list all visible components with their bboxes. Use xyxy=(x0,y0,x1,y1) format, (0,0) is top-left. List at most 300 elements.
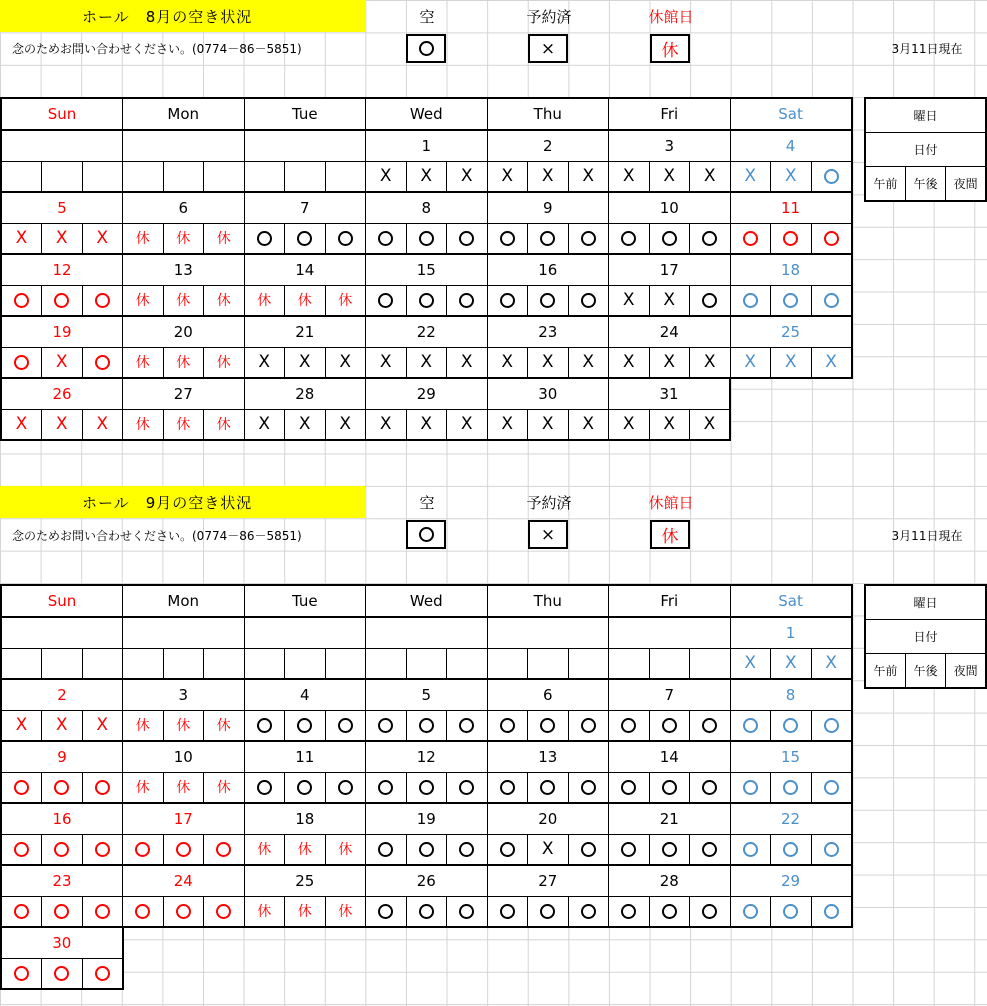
slot-available[interactable] xyxy=(730,834,771,865)
slot-closed: 休 xyxy=(163,772,204,803)
slot-available[interactable] xyxy=(528,285,569,316)
slot-reserved[interactable]: X xyxy=(730,648,771,679)
date-cell[interactable]: 4 xyxy=(730,130,852,161)
slot-available[interactable] xyxy=(811,710,852,741)
slot-available[interactable] xyxy=(123,834,164,865)
date-cell[interactable]: 19 xyxy=(1,316,123,347)
slot-reserved[interactable]: X xyxy=(42,710,83,741)
date-cell[interactable]: 8 xyxy=(730,679,852,710)
slot-available[interactable] xyxy=(528,223,569,254)
slot-reserved[interactable]: X xyxy=(730,347,771,378)
date-cell[interactable]: 28 xyxy=(244,378,366,409)
date-cell[interactable]: 5 xyxy=(1,192,123,223)
slot-reserved[interactable]: X xyxy=(42,409,83,440)
available-icon xyxy=(176,842,191,857)
slot-reserved[interactable]: X xyxy=(690,161,731,192)
slot-available[interactable] xyxy=(123,896,164,927)
date-cell[interactable]: 7 xyxy=(609,679,731,710)
slot-available[interactable] xyxy=(447,896,488,927)
date-cell[interactable]: 15 xyxy=(730,741,852,772)
slot-available[interactable] xyxy=(730,285,771,316)
available-icon xyxy=(581,904,596,919)
slot-reserved[interactable]: X xyxy=(528,347,569,378)
date-cell[interactable]: 20 xyxy=(487,803,609,834)
blank-date-cell xyxy=(609,617,731,648)
slot-reserved[interactable]: X xyxy=(730,161,771,192)
available-icon xyxy=(824,718,839,733)
slot-available[interactable] xyxy=(285,223,326,254)
slot-available[interactable] xyxy=(730,772,771,803)
slot-available[interactable] xyxy=(811,772,852,803)
slot-available[interactable] xyxy=(811,896,852,927)
blank-slot-cell xyxy=(244,648,285,679)
slot-available[interactable] xyxy=(447,710,488,741)
available-icon xyxy=(662,718,677,733)
legend-available-symbol xyxy=(406,34,446,63)
slot-closed: 休 xyxy=(325,285,366,316)
available-icon xyxy=(54,904,69,919)
slot-available[interactable] xyxy=(325,710,366,741)
slot-available[interactable] xyxy=(690,834,731,865)
blank-date-cell xyxy=(123,617,245,648)
slot-available[interactable] xyxy=(690,710,731,741)
date-cell[interactable]: 31 xyxy=(609,378,731,409)
slot-available[interactable] xyxy=(42,285,83,316)
slot-available[interactable] xyxy=(1,896,42,927)
slot-available[interactable] xyxy=(285,772,326,803)
slot-closed: 休 xyxy=(163,409,204,440)
blank-date-cell xyxy=(244,617,366,648)
slot-available[interactable] xyxy=(690,223,731,254)
slot-reserved[interactable]: X xyxy=(447,347,488,378)
slot-reserved[interactable]: X xyxy=(528,834,569,865)
date-cell[interactable]: 17 xyxy=(123,803,245,834)
slot-reserved[interactable]: X xyxy=(366,409,407,440)
slot-reserved[interactable]: X xyxy=(447,409,488,440)
slot-reserved[interactable]: X xyxy=(285,347,326,378)
slot-available[interactable] xyxy=(406,896,447,927)
date-cell[interactable]: 10 xyxy=(123,741,245,772)
slot-closed: 休 xyxy=(285,834,326,865)
slot-reserved[interactable]: X xyxy=(609,161,650,192)
as-of-date: 3月11日現在 xyxy=(891,528,963,543)
date-cell[interactable]: 17 xyxy=(609,254,731,285)
slot-available[interactable] xyxy=(771,710,812,741)
slot-closed: 休 xyxy=(204,347,245,378)
slot-reserved[interactable]: X xyxy=(568,161,609,192)
slot-closed: 休 xyxy=(204,710,245,741)
slot-reserved[interactable]: X xyxy=(406,161,447,192)
slot-reserved[interactable]: X xyxy=(487,347,528,378)
blank-slot-cell xyxy=(1,648,42,679)
slot-available[interactable] xyxy=(366,223,407,254)
slot-available[interactable] xyxy=(811,161,852,192)
available-icon xyxy=(621,904,636,919)
slot-available[interactable] xyxy=(609,896,650,927)
date-cell[interactable]: 6 xyxy=(123,192,245,223)
slot-reserved[interactable]: X xyxy=(325,409,366,440)
slot-reserved[interactable]: X xyxy=(366,161,407,192)
slot-reserved[interactable]: X xyxy=(366,347,407,378)
slot-reserved[interactable]: X xyxy=(487,161,528,192)
slot-available[interactable] xyxy=(487,710,528,741)
slot-available[interactable] xyxy=(568,834,609,865)
slot-reserved[interactable]: X xyxy=(285,409,326,440)
empty-cell xyxy=(285,958,326,989)
slot-available[interactable] xyxy=(649,896,690,927)
date-cell[interactable]: 3 xyxy=(609,130,731,161)
available-icon xyxy=(500,231,515,246)
date-cell[interactable]: 25 xyxy=(244,865,366,896)
date-cell[interactable]: 11 xyxy=(244,741,366,772)
slot-reserved[interactable]: X xyxy=(771,347,812,378)
available-icon xyxy=(338,231,353,246)
blank-slot-cell xyxy=(123,161,164,192)
date-cell[interactable]: 9 xyxy=(487,192,609,223)
date-cell[interactable]: 27 xyxy=(123,378,245,409)
slot-available[interactable] xyxy=(1,958,42,989)
weekday-header-sun: Sun xyxy=(1,98,123,130)
slot-available[interactable] xyxy=(447,834,488,865)
date-cell[interactable]: 13 xyxy=(123,254,245,285)
slot-available[interactable] xyxy=(771,223,812,254)
slot-available[interactable] xyxy=(730,896,771,927)
slot-available[interactable] xyxy=(447,223,488,254)
available-icon xyxy=(824,904,839,919)
slot-available[interactable] xyxy=(487,896,528,927)
slot-closed: 休 xyxy=(163,285,204,316)
slot-available[interactable] xyxy=(42,896,83,927)
slot-closed: 休 xyxy=(123,710,164,741)
empty-cell xyxy=(811,958,852,989)
available-icon xyxy=(14,842,29,857)
available-icon xyxy=(621,231,636,246)
slot-available[interactable] xyxy=(649,710,690,741)
slot-available[interactable] xyxy=(771,896,812,927)
blank-slot-cell xyxy=(528,648,569,679)
available-icon xyxy=(621,842,636,857)
slot-available[interactable] xyxy=(42,834,83,865)
slot-available[interactable] xyxy=(487,285,528,316)
slot-closed: 休 xyxy=(163,347,204,378)
slot-reserved[interactable]: X xyxy=(42,223,83,254)
available-icon xyxy=(500,780,515,795)
slot-reserved[interactable]: X xyxy=(447,161,488,192)
slot-reserved[interactable]: X xyxy=(406,347,447,378)
slot-available[interactable] xyxy=(244,223,285,254)
slot-available[interactable] xyxy=(82,958,123,989)
available-icon xyxy=(378,293,393,308)
slot-available[interactable] xyxy=(406,772,447,803)
slot-available[interactable] xyxy=(285,710,326,741)
weekday-header-fri: Fri xyxy=(609,585,731,617)
slot-reserved[interactable]: X xyxy=(325,347,366,378)
empty-cell xyxy=(204,958,245,989)
slot-reserved[interactable]: X xyxy=(609,409,650,440)
available-icon xyxy=(176,904,191,919)
slot-reserved[interactable]: X xyxy=(1,223,42,254)
date-cell[interactable]: 7 xyxy=(244,192,366,223)
slot-available[interactable] xyxy=(811,285,852,316)
date-cell[interactable]: 14 xyxy=(609,741,731,772)
date-cell[interactable]: 11 xyxy=(730,192,852,223)
date-cell[interactable]: 13 xyxy=(487,741,609,772)
slot-reserved[interactable]: X xyxy=(649,409,690,440)
legend-available-label: 空 xyxy=(419,7,435,26)
slot-available[interactable] xyxy=(366,285,407,316)
date-cell[interactable]: 24 xyxy=(609,316,731,347)
slot-available[interactable] xyxy=(204,834,245,865)
date-cell[interactable]: 23 xyxy=(487,316,609,347)
available-icon xyxy=(824,231,839,246)
slot-available[interactable] xyxy=(528,710,569,741)
available-icon xyxy=(135,842,150,857)
slot-available[interactable] xyxy=(366,834,407,865)
empty-cell xyxy=(487,927,609,958)
slot-available[interactable] xyxy=(82,834,123,865)
weekday-header-sat: Sat xyxy=(730,585,852,617)
slot-reserved[interactable]: X xyxy=(82,409,123,440)
slot-reserved[interactable]: X xyxy=(487,409,528,440)
slot-available[interactable] xyxy=(244,710,285,741)
slot-available[interactable] xyxy=(771,772,812,803)
slot-reserved[interactable]: X xyxy=(244,347,285,378)
slot-reserved[interactable]: X xyxy=(811,648,852,679)
available-icon xyxy=(702,231,717,246)
blank-slot-cell xyxy=(285,161,326,192)
slot-available[interactable] xyxy=(568,710,609,741)
slot-reserved[interactable]: X xyxy=(528,161,569,192)
slot-available[interactable] xyxy=(204,896,245,927)
available-icon xyxy=(54,293,69,308)
date-cell[interactable]: 10 xyxy=(609,192,731,223)
slot-reserved[interactable]: X xyxy=(690,347,731,378)
blank-slot-cell xyxy=(1,161,42,192)
slot-available[interactable] xyxy=(528,772,569,803)
date-cell[interactable]: 1 xyxy=(730,617,852,648)
slot-reserved[interactable]: X xyxy=(244,409,285,440)
date-cell[interactable]: 18 xyxy=(244,803,366,834)
date-cell[interactable]: 2 xyxy=(487,130,609,161)
available-icon xyxy=(743,718,758,733)
available-icon xyxy=(135,904,150,919)
slot-available[interactable] xyxy=(487,772,528,803)
date-cell[interactable]: 29 xyxy=(730,865,852,896)
slot-available[interactable] xyxy=(649,223,690,254)
slot-reserved[interactable]: X xyxy=(1,710,42,741)
slot-available[interactable] xyxy=(82,347,123,378)
slot-available[interactable] xyxy=(163,896,204,927)
slot-closed: 休 xyxy=(123,223,164,254)
slot-available[interactable] xyxy=(811,223,852,254)
legend-closed-symbol: 休 xyxy=(650,34,690,63)
slot-reserved[interactable]: X xyxy=(568,347,609,378)
slot-available[interactable] xyxy=(609,223,650,254)
month-title: ホール 8月の空き状況 xyxy=(0,0,366,32)
slot-available[interactable] xyxy=(811,834,852,865)
slot-available[interactable] xyxy=(487,834,528,865)
slot-available[interactable] xyxy=(447,285,488,316)
date-cell[interactable]: 1 xyxy=(366,130,488,161)
slot-available[interactable] xyxy=(42,958,83,989)
date-cell[interactable]: 24 xyxy=(123,865,245,896)
date-cell[interactable]: 5 xyxy=(366,679,488,710)
empty-cell xyxy=(163,958,204,989)
slot-available[interactable] xyxy=(568,285,609,316)
slot-available[interactable] xyxy=(568,223,609,254)
slot-available[interactable] xyxy=(82,772,123,803)
date-cell[interactable]: 23 xyxy=(1,865,123,896)
slot-reserved[interactable]: X xyxy=(771,648,812,679)
empty-cell xyxy=(366,927,488,958)
date-cell[interactable]: 9 xyxy=(1,741,123,772)
date-cell[interactable]: 19 xyxy=(366,803,488,834)
slot-available[interactable] xyxy=(366,710,407,741)
date-cell[interactable]: 30 xyxy=(1,927,123,958)
slot-available[interactable] xyxy=(42,772,83,803)
available-icon xyxy=(540,231,555,246)
slot-closed: 休 xyxy=(285,285,326,316)
slot-available[interactable] xyxy=(406,710,447,741)
available-icon xyxy=(14,904,29,919)
slot-available[interactable] xyxy=(366,896,407,927)
slot-available[interactable] xyxy=(1,772,42,803)
key-date-label: 日付 xyxy=(865,620,986,654)
date-cell[interactable]: 12 xyxy=(1,254,123,285)
slot-reserved[interactable]: X xyxy=(690,409,731,440)
empty-cell xyxy=(690,958,731,989)
weekday-header-mon: Mon xyxy=(123,98,245,130)
slot-available[interactable] xyxy=(406,834,447,865)
available-icon xyxy=(540,718,555,733)
slot-available[interactable] xyxy=(771,834,812,865)
slot-available[interactable] xyxy=(730,710,771,741)
date-cell[interactable]: 29 xyxy=(366,378,488,409)
slot-available[interactable] xyxy=(82,896,123,927)
slot-available[interactable] xyxy=(730,223,771,254)
slot-closed: 休 xyxy=(285,896,326,927)
available-icon xyxy=(743,231,758,246)
date-cell[interactable]: 14 xyxy=(244,254,366,285)
slot-available[interactable] xyxy=(649,834,690,865)
slot-reserved[interactable]: X xyxy=(609,347,650,378)
slot-reserved[interactable]: X xyxy=(649,347,690,378)
available-icon xyxy=(95,904,110,919)
date-cell[interactable]: 3 xyxy=(123,679,245,710)
blank-slot-cell xyxy=(487,648,528,679)
available-icon xyxy=(783,718,798,733)
blank-slot-cell xyxy=(609,648,650,679)
date-cell[interactable]: 15 xyxy=(366,254,488,285)
available-icon xyxy=(54,780,69,795)
slot-reserved[interactable]: X xyxy=(609,285,650,316)
date-cell[interactable]: 30 xyxy=(487,378,609,409)
date-cell[interactable]: 16 xyxy=(487,254,609,285)
slot-available[interactable] xyxy=(568,896,609,927)
key-morning-label: 午前 xyxy=(865,654,905,689)
slot-closed: 休 xyxy=(204,772,245,803)
slot-reserved[interactable]: X xyxy=(649,285,690,316)
slot-available[interactable] xyxy=(1,347,42,378)
empty-cell xyxy=(730,927,852,958)
slot-available[interactable] xyxy=(447,772,488,803)
date-cell[interactable]: 2 xyxy=(1,679,123,710)
available-icon xyxy=(459,842,474,857)
date-cell[interactable]: 26 xyxy=(1,378,123,409)
slot-available[interactable] xyxy=(1,834,42,865)
slot-available[interactable] xyxy=(609,772,650,803)
date-cell[interactable]: 20 xyxy=(123,316,245,347)
blank-date-cell xyxy=(1,617,123,648)
slot-available[interactable] xyxy=(609,834,650,865)
slot-available[interactable] xyxy=(609,710,650,741)
slot-available[interactable] xyxy=(568,772,609,803)
slot-closed: 休 xyxy=(204,409,245,440)
date-cell[interactable]: 12 xyxy=(366,741,488,772)
slot-reserved[interactable]: X xyxy=(82,710,123,741)
date-cell[interactable]: 6 xyxy=(487,679,609,710)
slot-available[interactable] xyxy=(690,896,731,927)
empty-cell xyxy=(609,927,731,958)
slot-reserved[interactable]: X xyxy=(568,409,609,440)
date-cell[interactable]: 26 xyxy=(366,865,488,896)
blank-slot-cell xyxy=(325,161,366,192)
slot-reserved[interactable]: X xyxy=(42,347,83,378)
slot-reserved[interactable]: X xyxy=(811,347,852,378)
slot-reserved[interactable]: X xyxy=(82,223,123,254)
slot-available[interactable] xyxy=(771,285,812,316)
date-cell[interactable]: 8 xyxy=(366,192,488,223)
slot-available[interactable] xyxy=(1,285,42,316)
date-cell[interactable]: 27 xyxy=(487,865,609,896)
slot-available[interactable] xyxy=(163,834,204,865)
date-cell[interactable]: 22 xyxy=(366,316,488,347)
slot-available[interactable] xyxy=(325,223,366,254)
date-cell[interactable]: 4 xyxy=(244,679,366,710)
slot-available[interactable] xyxy=(366,772,407,803)
slot-reserved[interactable]: X xyxy=(771,161,812,192)
slot-available[interactable] xyxy=(244,772,285,803)
slot-available[interactable] xyxy=(690,285,731,316)
date-cell[interactable]: 16 xyxy=(1,803,123,834)
available-icon xyxy=(378,780,393,795)
slot-available[interactable] xyxy=(82,285,123,316)
slot-available[interactable] xyxy=(406,285,447,316)
slot-available[interactable] xyxy=(690,772,731,803)
date-cell[interactable]: 21 xyxy=(609,803,731,834)
slot-reserved[interactable]: X xyxy=(649,161,690,192)
slot-available[interactable] xyxy=(325,772,366,803)
slot-available[interactable] xyxy=(528,896,569,927)
date-cell[interactable]: 21 xyxy=(244,316,366,347)
date-cell[interactable]: 18 xyxy=(730,254,852,285)
date-cell[interactable]: 28 xyxy=(609,865,731,896)
date-cell[interactable]: 22 xyxy=(730,803,852,834)
slot-available[interactable] xyxy=(406,223,447,254)
slot-reserved[interactable]: X xyxy=(406,409,447,440)
slot-reserved[interactable]: X xyxy=(1,409,42,440)
available-icon xyxy=(662,231,677,246)
legend-closed-label: 休館日 xyxy=(648,7,694,26)
blank-slot-cell xyxy=(42,648,83,679)
slot-available[interactable] xyxy=(649,772,690,803)
available-icon xyxy=(459,904,474,919)
date-cell[interactable]: 25 xyxy=(730,316,852,347)
slot-available[interactable] xyxy=(487,223,528,254)
slot-reserved[interactable]: X xyxy=(528,409,569,440)
available-icon xyxy=(743,293,758,308)
weekday-header-tue: Tue xyxy=(244,585,366,617)
